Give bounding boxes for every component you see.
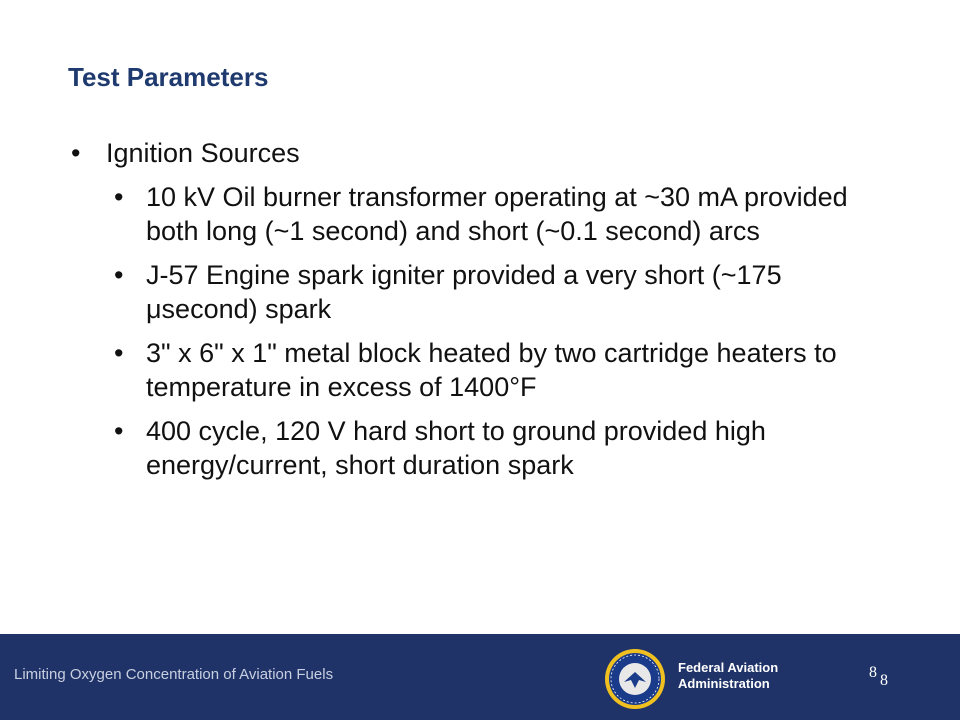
bullet-dot: • [71,138,81,168]
bullet-dot: • [114,182,124,212]
sub-bullet-text: 400 cycle, 120 V hard short to ground provided high energy/current, short duration spark [146,416,766,480]
faa-seal-icon [604,648,666,710]
sub-bullet-4 [114,414,886,482]
page-number: 8 [869,664,877,681]
sub-bullet-1 [114,180,886,248]
footer-bar [0,634,960,720]
footer-presentation-title: Limiting Oxygen Concentration of Aviation Fuels [14,666,334,683]
bullet-dot: • [114,260,124,290]
sub-bullet-3 [114,336,886,404]
agency-line-2: Administration [678,676,770,691]
page-number-duplicate: 8 [880,672,888,689]
slide-title: Test Parameters [68,62,269,92]
bullet-dot: • [114,416,124,446]
agency-line-1: Federal Aviation [678,660,779,675]
agency-name [678,660,778,692]
bullet-ignition-sources [68,136,908,170]
bullet-list [68,136,908,492]
bullet-text: Ignition Sources [106,138,300,168]
sub-bullet-text: 3" x 6" x 1" metal block heated by two cartridge heaters to temperature in excess of 1400°F [146,338,837,402]
sub-bullet-2 [114,258,886,326]
sub-bullet-text: J-57 Engine spark igniter provided a very short (~175 μsecond) spark [146,260,782,324]
bullet-dot: • [114,338,124,368]
sub-bullet-text: 10 kV Oil burner transformer operating at ~30 mA provided both long (~1 second) and short (~0.1 second) arcs [146,182,848,246]
